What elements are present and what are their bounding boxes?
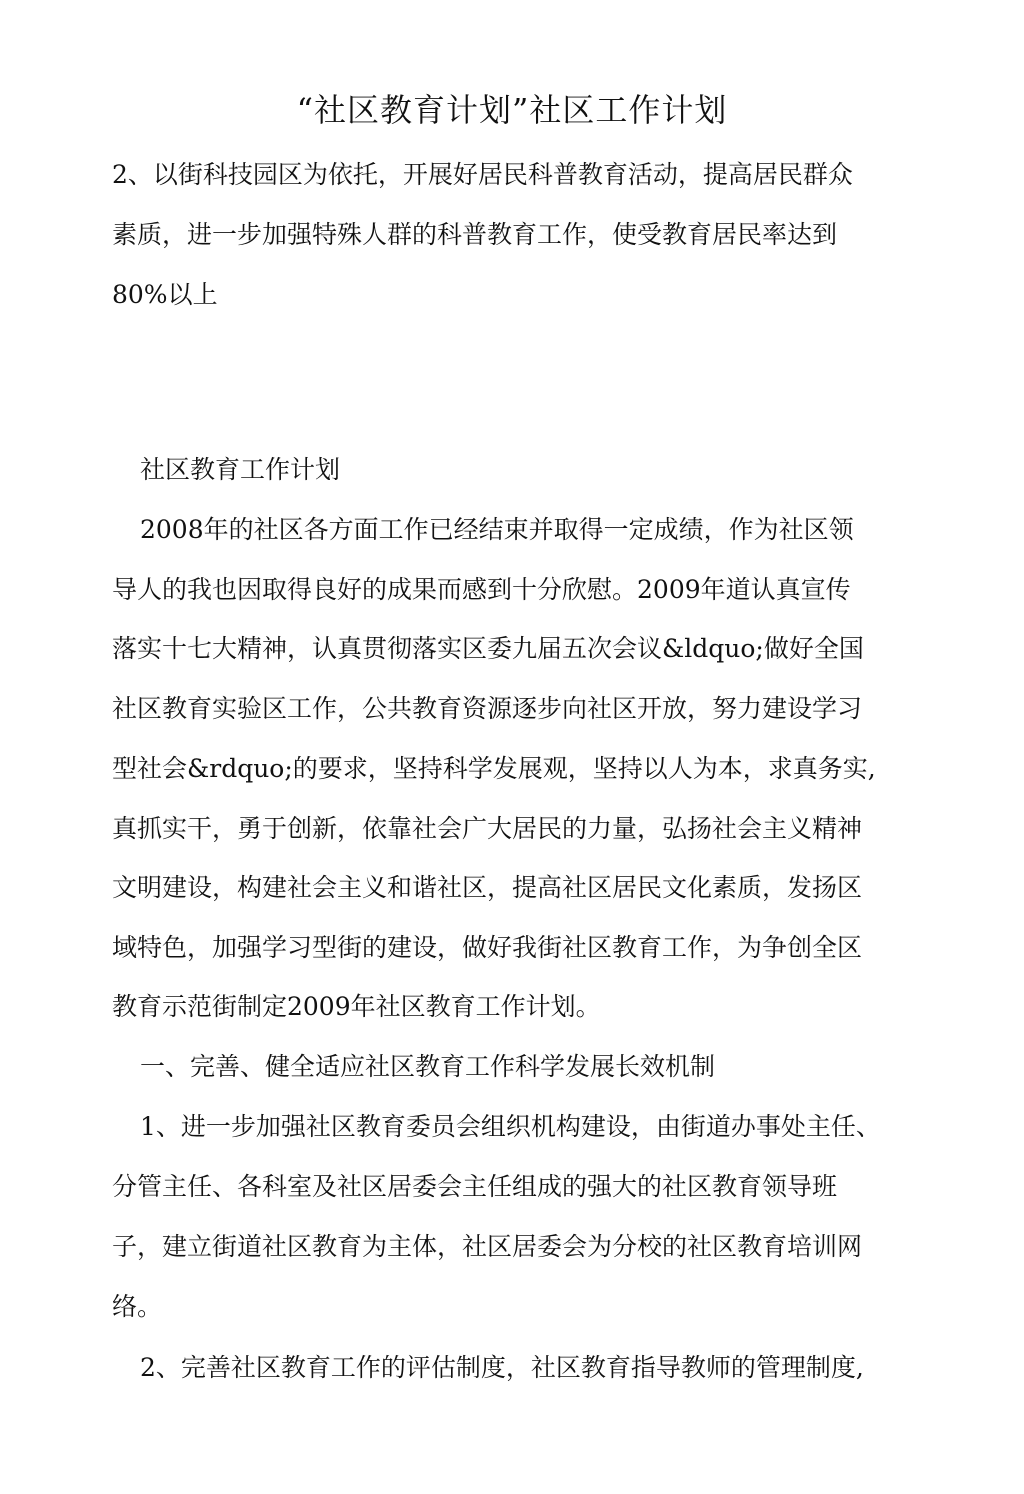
paragraph-line: 80%以上: [112, 280, 218, 309]
paragraph-line: 真抓实干，勇于创新，依靠社会广大居民的力量，弘扬社会主义精神: [112, 814, 863, 843]
paragraph-line: 教育示范街制定2009年社区教育工作计划。: [112, 992, 601, 1021]
paragraph-line: 络。: [112, 1292, 163, 1321]
paragraph-line: 型社会&rdquo;的要求，坚持科学发展观，坚持以人为本，求真务实,: [112, 754, 876, 783]
document-title: “社区教育计划”社区工作计划: [296, 91, 728, 129]
paragraph-line: 1、进一步加强社区教育委员会组织机构建设，由街道办事处主任、: [140, 1112, 881, 1141]
section-heading: 社区教育工作计划: [140, 455, 341, 484]
paragraph-line: 社区教育实验区工作，公共教育资源逐步向社区开放，努力建设学习: [112, 694, 863, 723]
paragraph-line: 2、以街科技园区为依托，开展好居民科普教育活动，提高居民群众: [112, 160, 853, 189]
section-heading: 一、完善、健全适应社区教育工作科学发展长效机制: [140, 1052, 716, 1081]
paragraph-line: 域特色，加强学习型街的建设，做好我街社区教育工作，为争创全区: [112, 933, 863, 962]
paragraph-line: 导人的我也因取得良好的成果而感到十分欣慰。2009年道认真宣传: [112, 575, 851, 604]
paragraph-line: 文明建设，构建社会主义和谐社区，提高社区居民文化素质，发扬区: [112, 873, 863, 902]
paragraph-line: 2、完善社区教育工作的评估制度，社区教育指导教师的管理制度,: [140, 1353, 864, 1382]
paragraph-line: 落实十七大精神，认真贯彻落实区委九届五次会议&ldquo;做好全国: [112, 634, 864, 663]
paragraph-line: 分管主任、各科室及社区居委会主任组成的强大的社区教育领导班: [112, 1172, 838, 1201]
paragraph-line: 素质，进一步加强特殊人群的科普教育工作，使受教育居民率达到: [112, 220, 838, 249]
paragraph-line: 2008年的社区各方面工作已经结束并取得一定成绩，作为社区领: [140, 515, 854, 544]
paragraph-line: 子，建立街道社区教育为主体，社区居委会为分校的社区教育培训网: [112, 1232, 863, 1261]
